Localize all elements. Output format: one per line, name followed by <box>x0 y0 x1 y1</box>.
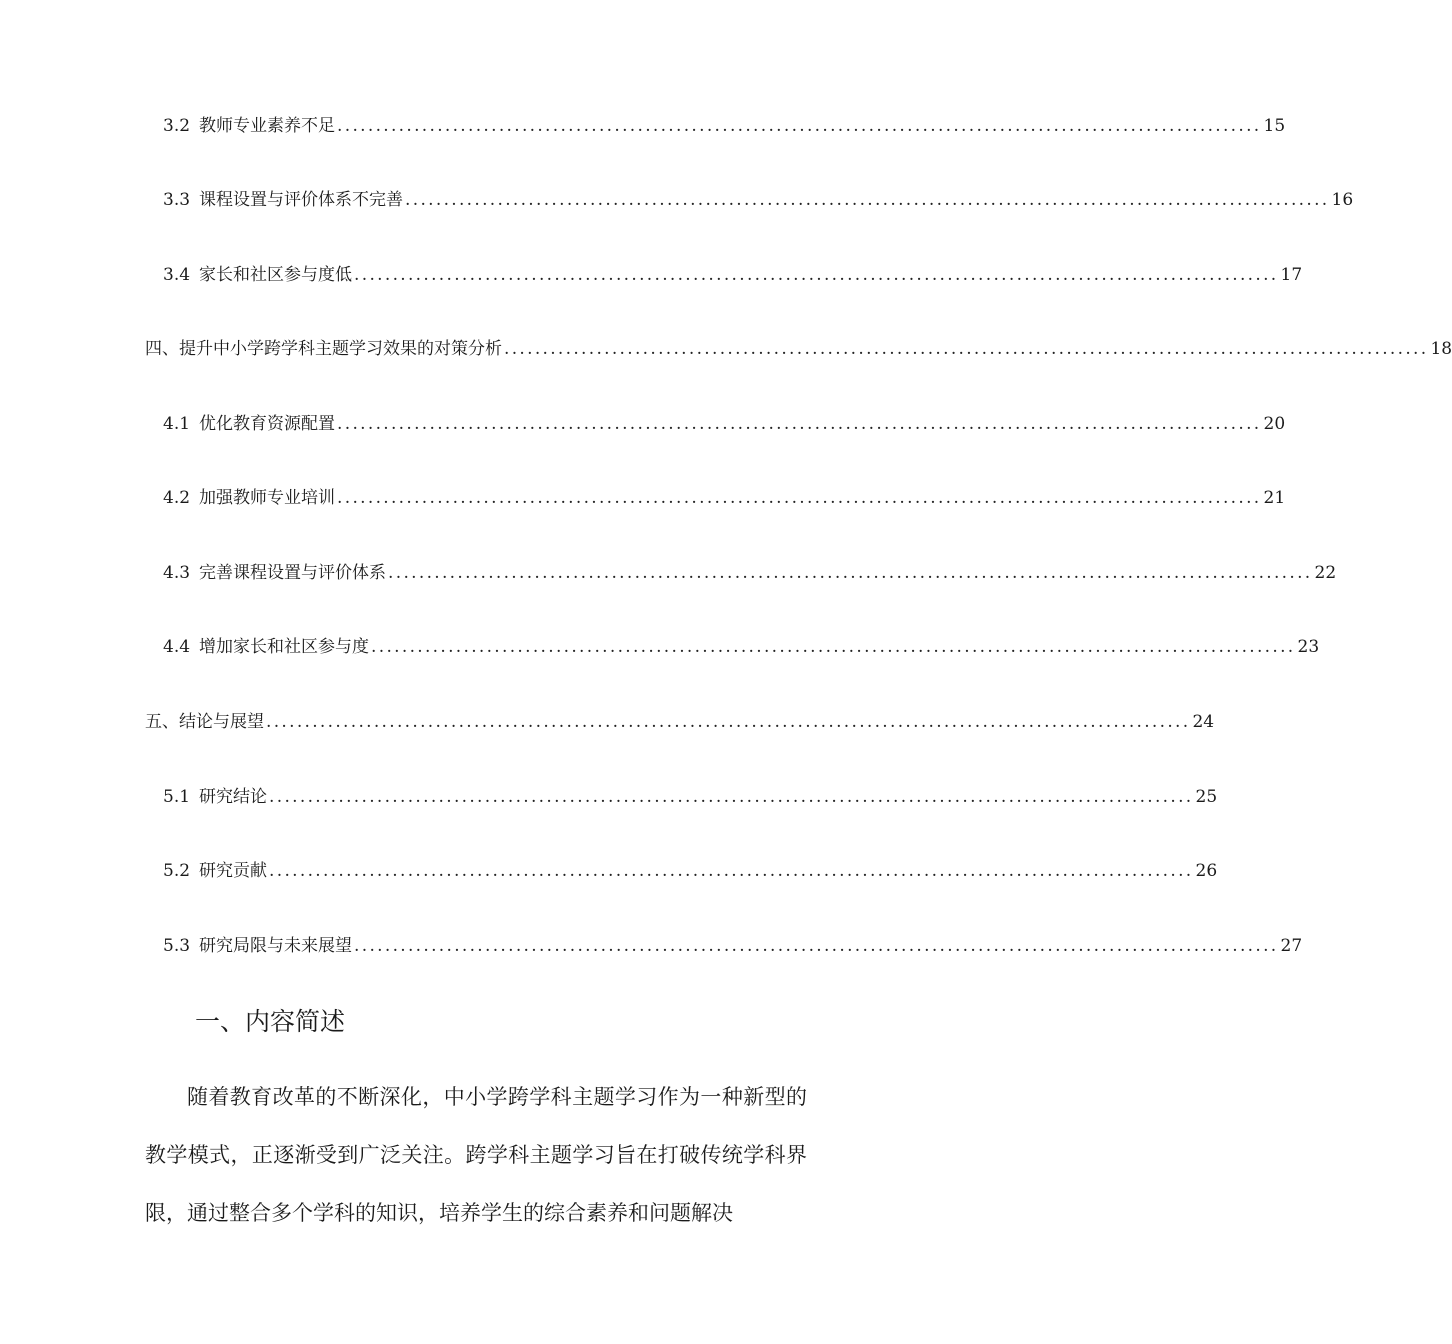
toc-entry[interactable] <box>163 634 1320 660</box>
toc-dot-leader: ........................................................................................................................ <box>388 563 1313 583</box>
toc-dot-leader: ........................................................................................................................ <box>266 712 1191 732</box>
toc-entry[interactable] <box>145 709 1215 735</box>
toc-entry[interactable] <box>163 187 1354 213</box>
toc-dot-leader: ........................................................................................................................ <box>269 787 1194 807</box>
toc-entry[interactable] <box>163 858 1218 884</box>
toc-entry-number: 4.2 <box>163 488 191 508</box>
toc-entry-number: 5.2 <box>163 861 191 881</box>
toc-entry-page: 20 <box>1263 414 1286 434</box>
toc-entry-title: 教师专业素养不足 <box>199 116 336 136</box>
toc-entry[interactable] <box>163 485 1286 511</box>
toc-dot-leader: ........................................................................................................................ <box>337 488 1262 508</box>
toc-entry-page: 23 <box>1297 637 1320 657</box>
toc-entry-number: 3.4 <box>163 265 191 285</box>
toc-entry-page: 24 <box>1192 712 1215 732</box>
toc-entry[interactable] <box>163 113 1286 139</box>
toc-entry[interactable] <box>163 411 1286 437</box>
toc-entry[interactable] <box>163 262 1303 288</box>
body-paragraph: 随着教育改革的不断深化，中小学跨学科主题学习作为一种新型的教学模式，正逐渐受到广泛关注。跨学科主题学习旨在打破传统学科界限，通过整合多个学科的知识，培养学生的综合素养和问题解决 <box>145 1085 807 1225</box>
section-heading: 一、内容简述 <box>195 1007 346 1036</box>
toc-entry-title: 研究贡献 <box>199 861 268 881</box>
toc-dot-leader: ........................................................................................................................ <box>504 339 1429 359</box>
toc-entry-page: 15 <box>1263 116 1286 136</box>
toc-dot-leader: ........................................................................................................................ <box>354 936 1279 956</box>
toc-entry-title: 增加家长和社区参与度 <box>199 637 370 657</box>
toc-entry-title: 完善课程设置与评价体系 <box>199 563 387 583</box>
toc-entry-number: 4.1 <box>163 414 191 434</box>
toc-entry-number: 4.4 <box>163 637 191 657</box>
toc-entry-number: 3.2 <box>163 116 191 136</box>
toc-entry-title: 课程设置与评价体系不完善 <box>199 190 404 210</box>
toc-dot-leader: ........................................................................................................................ <box>405 190 1330 210</box>
toc-entry-number: 3.3 <box>163 190 191 210</box>
toc-dot-leader: ........................................................................................................................ <box>337 414 1262 434</box>
toc-entry[interactable] <box>163 933 1303 959</box>
toc-entry-number: 4.3 <box>163 563 191 583</box>
toc-dot-leader: ........................................................................................................................ <box>354 265 1279 285</box>
toc-dot-leader: ........................................................................................................................ <box>269 861 1194 881</box>
toc-entry-number: 5.1 <box>163 787 191 807</box>
toc-entry-title: 优化教育资源配置 <box>199 414 336 434</box>
toc-entry-title: 五、结论与展望 <box>145 712 264 732</box>
toc-entry-title: 研究局限与未来展望 <box>199 936 353 956</box>
toc-entry-page: 26 <box>1195 861 1218 881</box>
toc-entry-page: 16 <box>1331 190 1354 210</box>
toc-entry-page: 17 <box>1280 265 1303 285</box>
toc-dot-leader: ........................................................................................................................ <box>337 116 1262 136</box>
toc-entry-page: 22 <box>1314 563 1337 583</box>
toc-entry-page: 18 <box>1430 339 1452 359</box>
toc-entry-page: 25 <box>1195 787 1218 807</box>
toc-entry[interactable] <box>163 784 1218 810</box>
toc-entry[interactable] <box>145 336 1452 362</box>
toc-entry-page: 21 <box>1263 488 1286 508</box>
toc-entry-number: 5.3 <box>163 936 191 956</box>
toc-entry-title: 研究结论 <box>199 787 268 807</box>
toc-entry-page: 27 <box>1280 936 1303 956</box>
toc-entry-title: 家长和社区参与度低 <box>199 265 353 285</box>
toc-entry-title: 加强教师专业培训 <box>199 488 336 508</box>
toc-entry-title: 四、提升中小学跨学科主题学习效果的对策分析 <box>145 339 502 359</box>
toc-entry[interactable] <box>163 560 1337 586</box>
toc-dot-leader: ........................................................................................................................ <box>371 637 1296 657</box>
